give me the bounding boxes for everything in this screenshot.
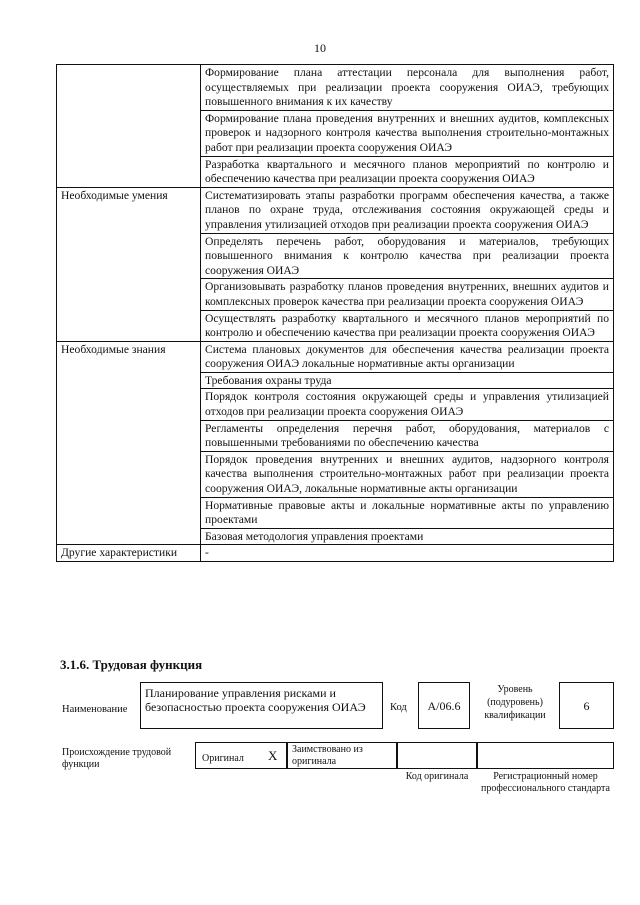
reg-number-box xyxy=(477,742,614,769)
orig-code-box xyxy=(397,742,477,769)
row-item: Определять перечень работ, оборудования и материалов, требующих повышенного внимания к контролю качества при реализации проекта сооружения ОИАЭ xyxy=(201,233,614,279)
row-item: Требования охраны труда xyxy=(201,372,614,389)
row-item: Нормативные правовые акты и локальные нормативные акты по управлению проектами xyxy=(201,497,614,528)
section-heading: 3.1.6. Трудовая функция xyxy=(60,657,203,672)
name-label: Наименование xyxy=(62,704,128,715)
row-item: Порядок проведения внутренних и внешних аудитов, надзорного контроля качества выполнения строительно-монтажных работ при реализации проекта сооружения ОИАЭ, локальные нормативные акты организации xyxy=(201,451,614,497)
row-item: Систематизировать этапы разработки программ обеспечения качества, а также планов по охране труда, отслеживания состояния окружающей среды и управления утилизацией отходов при реализации проекта сооружения ОИАЭ xyxy=(201,187,614,233)
name-value: Планирование управления рисками и безопасностью проекта сооружения ОИАЭ xyxy=(140,682,383,729)
row-item: Формирование плана проведения внутренних и внешних аудитов, комплексных проверок и надзорного контроля качества выполнения строительно-монтажных работ при реализации проекта сооружения ОИАЭ xyxy=(201,110,614,156)
code-value: А/06.6 xyxy=(418,682,470,729)
page-number: 10 xyxy=(314,41,326,55)
level-value: 6 xyxy=(559,682,614,729)
borrowed-box: Заимствовано из оригинала xyxy=(287,742,397,769)
competency-table xyxy=(56,64,614,562)
row-item: Осуществлять разработку квартального и месячного планов мероприятий по контролю и обеспечению качества при реализации проекта сооружения ОИАЭ xyxy=(201,310,614,341)
row-item: Формирование плана аттестации персонала для выполнения работ, осуществляемых при реализации проекта сооружения ОИАЭ, требующих повышенного внимания к их качеству xyxy=(201,65,614,111)
row-item: Базовая методология управления проектами xyxy=(201,528,614,545)
table-row xyxy=(57,341,614,372)
row-item: Разработка квартального и месячного планов мероприятий по контролю и обеспечению качества при реализации проекта сооружения ОИАЭ xyxy=(201,156,614,187)
row-item: Регламенты определения перечня работ, оборудования, материалов с повышенными требованиями по обеспечению качества xyxy=(201,420,614,451)
original-label: Оригинал xyxy=(202,753,244,764)
original-box xyxy=(195,742,287,769)
reg-number-caption: Регистрационный номер профессионального стандарта xyxy=(481,771,610,794)
origin-label: Происхождение трудовой функции xyxy=(62,747,172,770)
row-label: Другие характеристики xyxy=(57,545,201,562)
table-row xyxy=(57,545,614,562)
row-item: Порядок контроля состояния окружающей среды и управления утилизацией отходов при реализации проекта сооружения ОИАЭ xyxy=(201,389,614,420)
code-label: Код xyxy=(390,702,407,713)
table-row xyxy=(57,65,614,111)
original-mark: X xyxy=(268,748,278,763)
row-item: Система плановых документов для обеспечения качества реализации проекта сооружения ОИАЭ локальные нормативные акты организации xyxy=(201,341,614,372)
row-label: Необходимые знания xyxy=(57,341,201,545)
row-item: - xyxy=(201,545,614,562)
table-row xyxy=(57,187,614,233)
orig-code-caption: Код оригинала xyxy=(405,771,469,782)
level-label: Уровень (подуровень) квалификации xyxy=(484,684,546,721)
row-item: Организовывать разработку планов проведения внутренних, внешних аудитов и комплексных проверок качества при реализации проекта сооружения ОИАЭ xyxy=(201,279,614,310)
row-label xyxy=(57,65,201,188)
row-label: Необходимые умения xyxy=(57,187,201,341)
